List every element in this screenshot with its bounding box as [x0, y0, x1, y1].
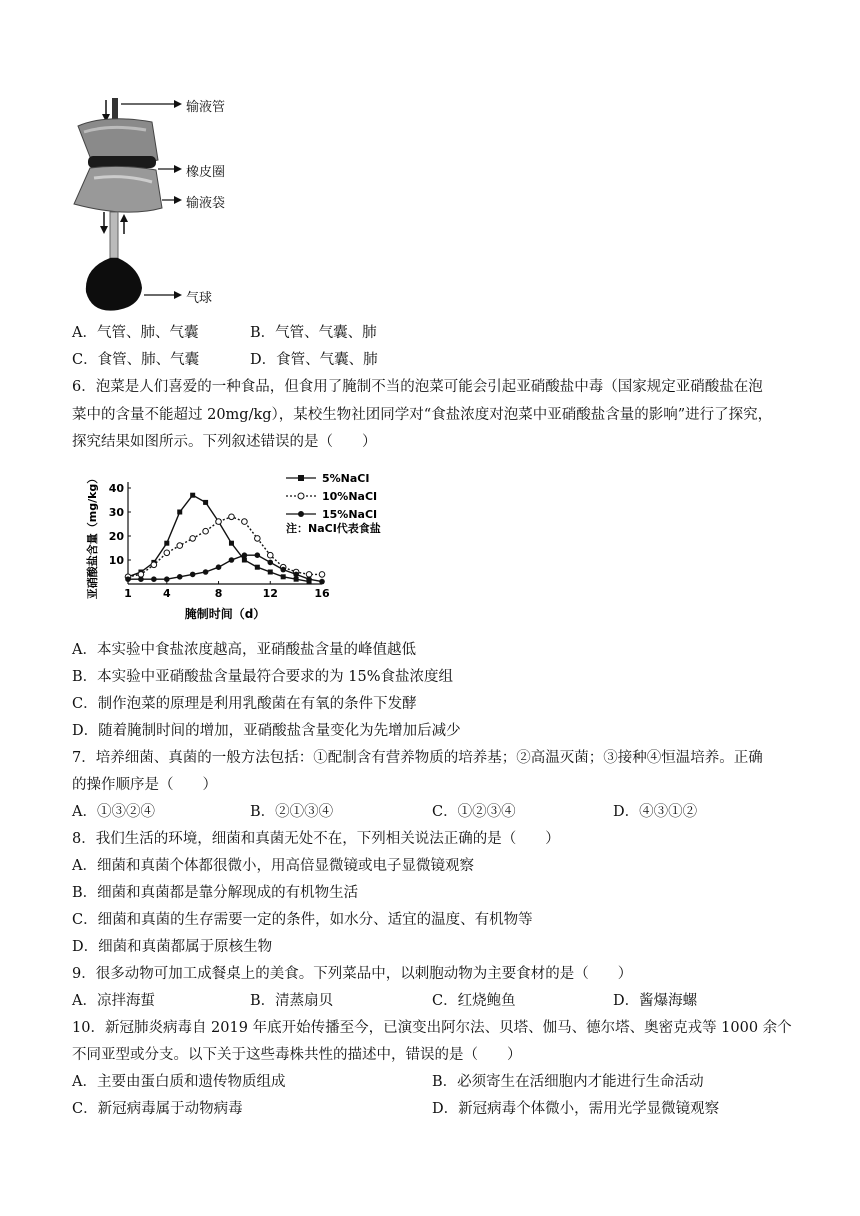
label-tube: 输液管: [186, 100, 226, 115]
q10-option-a: A．主要由蛋白质和遗传物质组成: [72, 1074, 286, 1090]
data-point: [125, 576, 131, 582]
q6-option-c: C．制作泡菜的原理是利用乳酸菌在有氧的条件下发酵: [72, 696, 417, 712]
q10-stem-line-2: 不同亚型或分支。以下关于这些毒株共性的描述中，错误的是（ ）: [72, 1047, 522, 1063]
data-point: [280, 567, 286, 573]
y-tick-label: 10: [108, 554, 124, 567]
q7-stem-line-2: 的操作顺序是（ ）: [72, 777, 217, 793]
q9-option-c: C．红烧鲍鱼: [432, 993, 516, 1009]
x-tick-label: 1: [124, 587, 132, 600]
data-point: [164, 576, 170, 582]
y-axis-label: 亚硝酸盐含量（mg/kg）: [86, 472, 99, 600]
q10-option-d: D．新冠病毒个体微小，需用光学显微镜观察: [432, 1101, 720, 1117]
label-bag: 输液袋: [186, 196, 226, 211]
q9-option-d: D．酱爆海螺: [613, 993, 698, 1009]
nitrite-chart: [72, 466, 402, 626]
data-point: [203, 528, 209, 534]
data-point: [267, 552, 273, 558]
legend-marker: [298, 493, 304, 499]
legend-label-1: 5%NaCI: [322, 472, 370, 485]
q6-stem-line-3: 探究结果如图所示。下列叙述错误的是（ ）: [72, 434, 377, 450]
data-point: [229, 514, 235, 520]
data-point: [151, 562, 157, 568]
data-point: [242, 519, 248, 525]
data-point: [138, 572, 144, 578]
data-point: [281, 574, 286, 579]
data-point: [319, 572, 325, 578]
y-tick-label: 20: [108, 530, 124, 543]
data-point: [306, 572, 312, 578]
q6-option-a: A．本实验中食盐浓度越高，亚硝酸盐含量的峰值越低: [72, 642, 416, 658]
data-point: [293, 572, 299, 578]
q9-option-b: B．清蒸扇贝: [250, 993, 334, 1009]
y-tick-label: 30: [108, 506, 124, 519]
q6-option-b: B．本实验中亚硝酸盐含量最符合要求的为 15%食盐浓度组: [72, 669, 453, 685]
x-axis-label: 腌制时间（d）: [184, 607, 266, 621]
q8-option-a: A．细菌和真菌个体都很微小，用高倍显微镜或电子显微镜观察: [72, 858, 474, 874]
data-point: [268, 570, 273, 575]
nitrite-chart-svg: [72, 466, 402, 626]
data-point: [164, 550, 170, 556]
data-point: [177, 543, 183, 549]
data-point: [151, 576, 157, 582]
q6-stem-line-2: 菜中的含量不能超过 20mg/kg），某校生物社团同学对“食盐浓度对泡菜中亚硝酸盐含量的影响”进行了探究，: [72, 407, 773, 423]
x-tick-label: 12: [262, 587, 278, 600]
legend-label-2: 10%NaCI: [322, 490, 378, 503]
q10-stem-line-1: 10．新冠肺炎病毒自 2019 年底开始传播至今，已演变出阿尔法、贝塔、伽马、德尔塔、奥密克戎等 1000 余个: [72, 1020, 792, 1036]
infusion-bag-figure: [66, 92, 266, 314]
q5-option-a: A．气管、肺、气囊: [72, 325, 199, 341]
data-point: [306, 576, 312, 582]
q9-option-a: A．凉拌海蜇: [72, 993, 155, 1009]
x-tick-label: 4: [162, 587, 171, 600]
infusion-bag-drawing: [66, 92, 266, 314]
q7-option-c: C．①②③④: [432, 804, 516, 820]
q10-option-c: C．新冠病毒属于动物病毒: [72, 1101, 243, 1117]
q8-option-c: C．细菌和真菌的生存需要一定的条件，如水分、适宜的温度、有机物等: [72, 912, 533, 928]
q7-option-a: A．①③②④: [72, 804, 155, 820]
label-balloon: 气球: [186, 291, 213, 306]
q8-option-b: B．细菌和真菌都是靠分解现成的有机物生活: [72, 885, 359, 901]
data-point: [294, 577, 299, 582]
q6-option-d: D．随着腌制时间的增加，亚硝酸盐含量变化为先增加后减少: [72, 723, 461, 739]
x-tick-label: 16: [314, 587, 330, 600]
legend-marker: [298, 511, 304, 517]
data-point: [255, 565, 260, 570]
data-point: [203, 569, 209, 575]
data-point: [190, 536, 196, 542]
data-point: [177, 574, 183, 580]
legend-label-3: 15%NaCI: [322, 508, 378, 521]
data-point: [177, 510, 182, 515]
label-rubber-band: 橡皮圈: [186, 165, 226, 180]
q8-stem: 8．我们生活的环境，细菌和真菌无处不在，下列相关说法正确的是（ ）: [72, 831, 560, 847]
q5-option-d: D．食管、气囊、肺: [250, 352, 378, 368]
chart-note: 注：NaCI代表食盐: [286, 522, 381, 535]
data-point: [216, 564, 222, 570]
q7-option-d: D．④③①②: [613, 804, 698, 820]
data-point: [203, 500, 208, 505]
data-point: [190, 572, 196, 578]
q7-stem-line-1: 7．培养细菌、真菌的一般方法包括：①配制含有营养物质的培养基；②高温灭菌；③接种④恒温培养。正确: [72, 750, 763, 766]
q6-stem-line-1: 6．泡菜是人们喜爱的一种食品，但食用了腌制不当的泡菜可能会引起亚硝酸盐中毒（国家规定亚硝酸盐在泡: [72, 379, 763, 395]
legend-marker: [298, 475, 304, 481]
data-point: [138, 576, 144, 582]
q7-option-b: B．②①③④: [250, 804, 334, 820]
q5-option-b: B．气管、气囊、肺: [250, 325, 377, 341]
data-point: [242, 552, 248, 558]
y-tick-label: 40: [108, 482, 124, 495]
data-point: [216, 519, 222, 525]
data-point: [229, 557, 235, 563]
data-point: [190, 493, 195, 498]
data-point: [255, 536, 261, 542]
q5-option-c: C．食管、肺、气囊: [72, 352, 200, 368]
data-point: [255, 552, 261, 558]
series-line-3: [128, 555, 322, 581]
q8-option-d: D．细菌和真菌都属于原核生物: [72, 939, 273, 955]
data-point: [267, 560, 273, 566]
data-point: [319, 579, 325, 585]
data-point: [242, 558, 247, 563]
x-tick-label: 8: [214, 587, 223, 600]
q9-stem: 9．很多动物可加工成餐桌上的美食。下列菜品中，以刺胞动物为主要食材的是（ ）: [72, 966, 633, 982]
data-point: [164, 541, 169, 546]
q10-option-b: B．必须寄生在活细胞内才能进行生命活动: [432, 1074, 704, 1090]
data-point: [229, 541, 234, 546]
